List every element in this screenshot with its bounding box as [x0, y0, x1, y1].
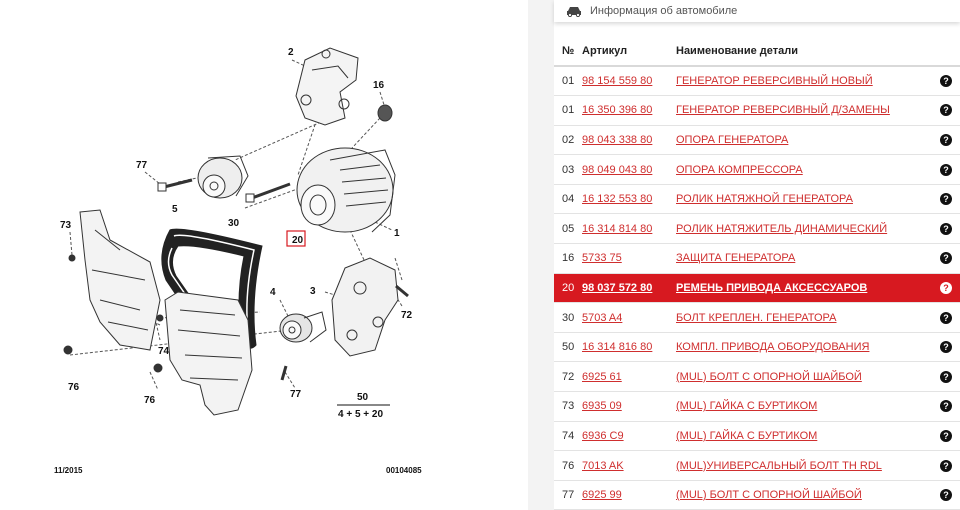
help-icon[interactable]: ?	[940, 252, 952, 264]
article-link[interactable]: 98 049 043 80	[582, 163, 653, 176]
table-row[interactable]	[554, 125, 960, 155]
row-num: 03	[554, 155, 582, 185]
part-name-link[interactable]: КОМПЛ. ПРИВОДА ОБОРУДОВАНИЯ	[676, 341, 870, 354]
help-icon[interactable]: ?	[940, 430, 952, 442]
diagram-code: 00104085	[386, 466, 422, 475]
col-name-header: Наименование детали	[676, 37, 932, 66]
part-name-link[interactable]: ОПОРА ГЕНЕРАТОРА	[676, 133, 789, 146]
col-article-header: Артикул	[582, 37, 676, 66]
table-row[interactable]	[554, 155, 960, 185]
article-link[interactable]: 5733 75	[582, 252, 622, 265]
article-link[interactable]: 6925 99	[582, 489, 622, 502]
row-num: 73	[554, 392, 582, 422]
callout-30: 30	[228, 218, 240, 229]
row-num: 76	[554, 451, 582, 481]
part-name-link[interactable]: РЕМЕНЬ ПРИВОДА АКСЕССУАРОВ	[676, 281, 868, 294]
help-icon[interactable]: ?	[940, 282, 952, 294]
table-row[interactable]	[554, 273, 960, 303]
help-icon[interactable]: ?	[940, 75, 952, 87]
row-num: 02	[554, 125, 582, 155]
article-link[interactable]: 6936 C9	[582, 429, 624, 442]
article-link[interactable]: 98 154 559 80	[582, 75, 653, 88]
callout-72: 72	[401, 310, 413, 321]
table-row[interactable]	[554, 96, 960, 126]
part-name-link[interactable]: ОПОРА КОМПРЕССОРА	[676, 163, 803, 176]
part-name-link[interactable]: (MUL) БОЛТ С ОПОРНОЙ ШАЙБОЙ	[676, 370, 862, 383]
table-header-row	[554, 37, 960, 66]
table-row[interactable]	[554, 66, 960, 96]
callout-16: 16	[373, 80, 385, 91]
part-name-link[interactable]: БОЛТ КРЕПЛЕН. ГЕНЕРАТОРА	[676, 311, 837, 324]
row-num: 74	[554, 421, 582, 451]
panel-divider	[528, 0, 554, 510]
kit-number: 50	[357, 392, 369, 403]
table-row[interactable]	[554, 214, 960, 244]
article-link[interactable]: 7013 AK	[582, 459, 624, 472]
part-name-link[interactable]: ГЕНЕРАТОР РЕВЕРСИВНЫЙ Д/ЗАМЕНЫ	[676, 104, 890, 117]
callout-2: 2	[288, 47, 294, 58]
help-icon[interactable]: ?	[940, 193, 952, 205]
part-name-link[interactable]: РОЛИК НАТЯЖНОЙ ГЕНЕРАТОРА	[676, 193, 853, 206]
col-help-header	[932, 37, 960, 66]
table-row[interactable]	[554, 392, 960, 422]
table-row[interactable]	[554, 332, 960, 362]
part-name-link[interactable]: (MUL) ГАЙКА С БУРТИКОМ	[676, 429, 818, 442]
parts-table	[554, 37, 960, 510]
row-num: 01	[554, 66, 582, 96]
help-icon[interactable]: ?	[940, 341, 952, 353]
article-link[interactable]: 16 314 814 80	[582, 222, 653, 235]
row-num: 20	[554, 273, 582, 303]
part-name-link[interactable]: ЗАЩИТА ГЕНЕРАТОРА	[676, 252, 796, 265]
part-name-link[interactable]: ГЕНЕРАТОР РЕВЕРСИВНЫЙ НОВЫЙ	[676, 75, 873, 88]
help-icon[interactable]: ?	[940, 134, 952, 146]
row-num: 01	[554, 96, 582, 126]
callout-4: 4	[270, 287, 276, 298]
row-num: 50	[554, 332, 582, 362]
row-num: 05	[554, 214, 582, 244]
table-row[interactable]	[554, 480, 960, 510]
article-link[interactable]: 16 314 816 80	[582, 341, 653, 354]
article-link[interactable]: 6935 09	[582, 400, 622, 413]
article-link[interactable]: 16 350 396 80	[582, 104, 653, 117]
parts-panel	[554, 0, 960, 510]
callout-77-bottom: 77	[290, 389, 302, 400]
row-num: 77	[554, 480, 582, 510]
diagram-date: 11/2015	[54, 466, 83, 475]
row-num: 04	[554, 184, 582, 214]
row-num: 72	[554, 362, 582, 392]
help-icon[interactable]: ?	[940, 489, 952, 501]
vehicle-info-bar[interactable]	[554, 0, 960, 22]
article-link[interactable]: 5703 A4	[582, 311, 623, 324]
article-link[interactable]: 98 043 338 80	[582, 133, 653, 146]
help-icon[interactable]: ?	[940, 400, 952, 412]
callout-1: 1	[394, 228, 400, 239]
car-icon	[566, 5, 582, 17]
callout-5: 5	[172, 204, 178, 215]
table-row[interactable]	[554, 451, 960, 481]
col-num-header: №	[554, 37, 582, 66]
table-row[interactable]	[554, 184, 960, 214]
callout-76-left: 76	[68, 382, 80, 393]
part-name-link[interactable]: (MUL) ГАЙКА С БУРТИКОМ	[676, 400, 818, 413]
row-num: 16	[554, 244, 582, 274]
table-row[interactable]	[554, 303, 960, 333]
callout-73: 73	[60, 220, 72, 231]
help-icon[interactable]: ?	[940, 104, 952, 116]
article-link[interactable]: 16 132 553 80	[582, 193, 653, 206]
callout-77-top: 77	[136, 160, 148, 171]
callout-74: 74	[158, 346, 170, 357]
help-icon[interactable]: ?	[940, 460, 952, 472]
table-row[interactable]	[554, 244, 960, 274]
table-row[interactable]	[554, 362, 960, 392]
part-name-link[interactable]: (MUL) БОЛТ С ОПОРНОЙ ШАЙБОЙ	[676, 489, 862, 502]
callout-3: 3	[310, 286, 316, 297]
callout-76-right: 76	[144, 395, 156, 406]
kit-formula: 4 + 5 + 20	[338, 409, 384, 420]
table-row[interactable]	[554, 421, 960, 451]
help-icon[interactable]: ?	[940, 371, 952, 383]
parts-rows	[554, 66, 960, 510]
part-name-link[interactable]: РОЛИК НАТЯЖИТЕЛЬ ДИНАМИЧЕСКИЙ	[676, 222, 888, 235]
callout-20: 20	[292, 235, 304, 246]
article-link[interactable]: 98 037 572 80	[582, 281, 653, 294]
help-icon[interactable]: ?	[940, 223, 952, 235]
vehicle-info-label: Информация об автомобиле	[590, 5, 738, 17]
help-icon[interactable]: ?	[940, 164, 952, 176]
part-name-link[interactable]: (MUL)УНИВЕРСАЛЬНЫЙ БОЛТ TH RDL	[676, 459, 882, 472]
help-icon[interactable]: ?	[940, 312, 952, 324]
article-link[interactable]: 6925 61	[582, 370, 622, 383]
row-num: 30	[554, 303, 582, 333]
